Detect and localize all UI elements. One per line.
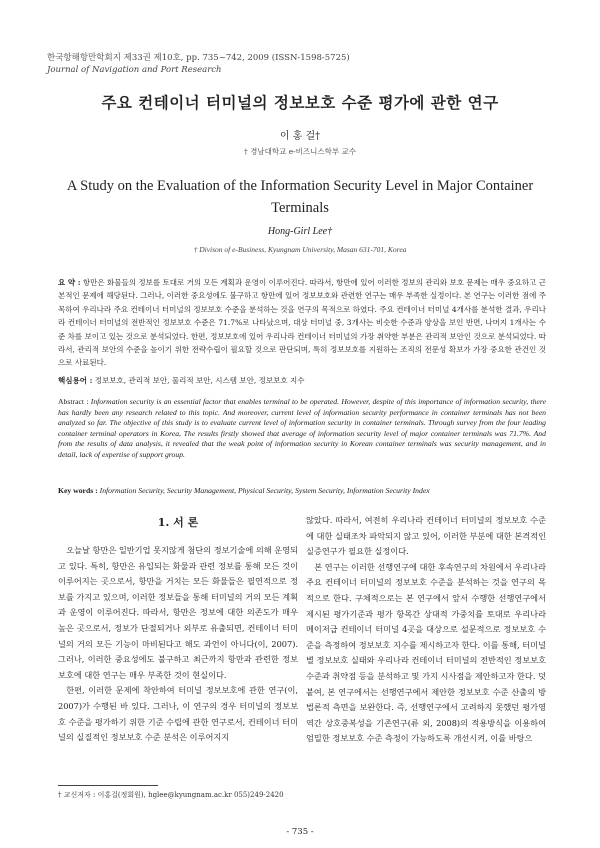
paragraph: 않았다. 따라서, 여전히 우리나라 컨테이너 터미널의 정보보호 수준에 대한 실태조차 파악되지 않고 있어, 이러한 부분에 대한 본격적인 실증연구가 필요한 실정이다. (306, 515, 546, 557)
keywords-english (58, 486, 546, 495)
journal-name: Journal of Navigation and Port Research (47, 65, 222, 75)
affiliation-english: † Divison of e-Business, Kyungnam University, Masan 631-701, Korea (193, 245, 407, 254)
right-column (306, 513, 546, 747)
abstract-korean-label: 요 약 : (58, 278, 81, 287)
keywords-korean-label: 핵심용어 : (58, 376, 93, 385)
title-korean: 주요 컨테이너 터미널의 정보보호 수준 평가에 관한 연구 (101, 93, 499, 112)
affiliation-korean: † 경남대학교 e-비즈니스학부 교수 (243, 147, 357, 156)
section-1-heading: 1. 서 론 (157, 516, 199, 529)
keywords-korean-text: 정보보호, 관리적 보안, 물리적 보안, 시스템 보안, 정보보호 지수 (94, 376, 305, 385)
journal-header (47, 52, 350, 76)
abstract-english-label: Abstract : (58, 397, 89, 406)
paragraph: 오늘날 항만은 일반기업 못지않게 첨단의 정보기술에 의해 운영되고 있다. 특히, 항만은 유입되는 화물과 관련 정보를 통해 모든 것이 이루어지는 곳으로서, 항만을 거치는 모든 화물들은 필연적으로 정보를 가지고 있으며, 이러한 정보들을 통해 터미널의 거의 모든 계획과 운영이 이루어진다. 따라서, 항만은 정보에 대한 의존도가 매우 높은 곳으로서, 정보가 단절되거나 외부로 유출되면, 컨테이너 터미널의 거의 모든 기능이 마비된다고 해도 과언이 아니다(이, 2007). 그러나, 이러한 중요성에도 불구하고 최근까지 항만과 관련한 정보보호에 대한 연구는 매우 부족한 것이 현실이다. (58, 545, 298, 680)
footnote-divider (58, 785, 158, 786)
footnote: † 교신저자 : 이홍걸(정회원), hglee@kyungnam.ac.kr 055)249-2420 (58, 791, 284, 799)
abstract-korean (58, 276, 546, 370)
title-english: A Study on the Evaluation of the Information Security Level in Major Container Terminals (66, 178, 534, 216)
left-column (58, 543, 298, 746)
abstract-english-text: Information security is an essential factor that enables terminal to be operated. However, despite of this importance of information security, there has hardly been any research related to this topic. And moreover, current level of information security performance in container terminals has not been analyzed so far. The objective of this study is to evaluate current level of information security in container terminals. Through survey from the four leading container terminal operators in Korea, The results firstly showed that average of information security level of major container terminals was 71.7%. And from the results of data analysis, it revealed that the weak point of information security in Korean container terminals was security management, and in detail, lack of expertise of support group. (58, 397, 546, 459)
author-korean: 이 홍 걸† (279, 131, 321, 142)
keywords-korean (58, 375, 546, 386)
paragraph: 본 연구는 이러한 선행연구에 대한 후속연구의 차원에서 우리나라 주요 컨테이너 터미널의 정보보호 수준을 분석하는 것을 연구의 목적으로 한다. 구체적으로는 본 연구에서 앞서 수행한 선행연구에서 제시된 평가기준과 평가 항목간 상대적 가중치를 토대로 우리나라 메이저급 컨테이너 터미널 4곳을 대상으로 설문적으로 정보보호 수준을 측정하여 정보보호 지수를 제시하고자 한다. 이를 통해, 터미널별 정보보호 실태와 우리나라 컨테이너 터미널의 전반적인 정보보호 수준과 취약점 등을 분석하고 및 가지 시사점을 제안하고자 한다. 덧붙여, 본 연구에서는 선행연구에서 제안한 정보보호 수준 산출의 방법론적 측면을 보완한다. 즉, 선행연구에서 고려하지 못했던 평가영역간 상호중복성을 기존연구(류 외, 2008)의 적용방식을 이용하여 엄밀한 정보보호 수준 측정이 가능하도록 개선시켜, 이를 바탕으 (306, 561, 546, 744)
keywords-english-text: Information Security, Security Management, Physical Security, System Security, Information Security Index (99, 486, 430, 495)
abstract-korean-text: 항만은 화물들의 정보를 토대로 거의 모든 계획과 운영이 이루어진다. 따라서, 항만에 있어 이러한 정보의 관리와 보호 문제는 매우 중요하고 근본적인 문제에 해당된다. 그러나, 이러한 중요성에도 불구하고 항만에 있어 정보보호와 관련한 연구는 매우 부족한 실정이다. 본 연구는 이러한 점에 주목하여 우리나라 주요 컨테이너 터미널의 정보보호 수준을 분석하는 것을 연구의 목적으로 하였다. 주요 컨테이너 터미널 4개사를 분석한 결과, 우리나라 컨테이너 터미널의 전반적인 정보보호 수준은 71.7%로 나타났으며, 대상 터미널 중, 3개사는 비슷한 수준과 양상을 보인 반면, 나머지 1개사는 수준 차를 보이고 있는 것으로 분석되었다. 한편, 정보보호에 있어 우리나라 컨테이너 터미널의 가장 취약한 부분은 관리적 보안인 것으로 분석되었다. 따라서, 관리적 보안의 수준을 높이기 위한 전략수립이 필요할 것으로 판단되며, 특히 정보보호를 지원하는 조직의 전문성 확보가 가장 중요한 관건인 것으로 사료된다. (58, 278, 546, 368)
journal-citation: 한국항해항만학회지 제33권 제10호, pp. 735~742, 2009 (ISSN-1598-5725) (47, 53, 350, 63)
keywords-english-label: Key words : (58, 486, 98, 495)
author-english: Hong-Girl Lee† (267, 226, 333, 237)
abstract-english (58, 397, 546, 461)
page-number: - 735 - (286, 827, 314, 837)
paragraph: 한편, 이러한 문제에 착안하여 터미널 정보보호에 관한 연구(이, 2007)가 수행된 바 있다. 그러나, 이 연구의 경우 터미널의 정보보호 수준을 평가하기 위한 기준 수립에 관한 연구로서, 컨테이너 터미널의 실질적인 정보보호 수준 분석은 이루어지지 (58, 685, 298, 743)
